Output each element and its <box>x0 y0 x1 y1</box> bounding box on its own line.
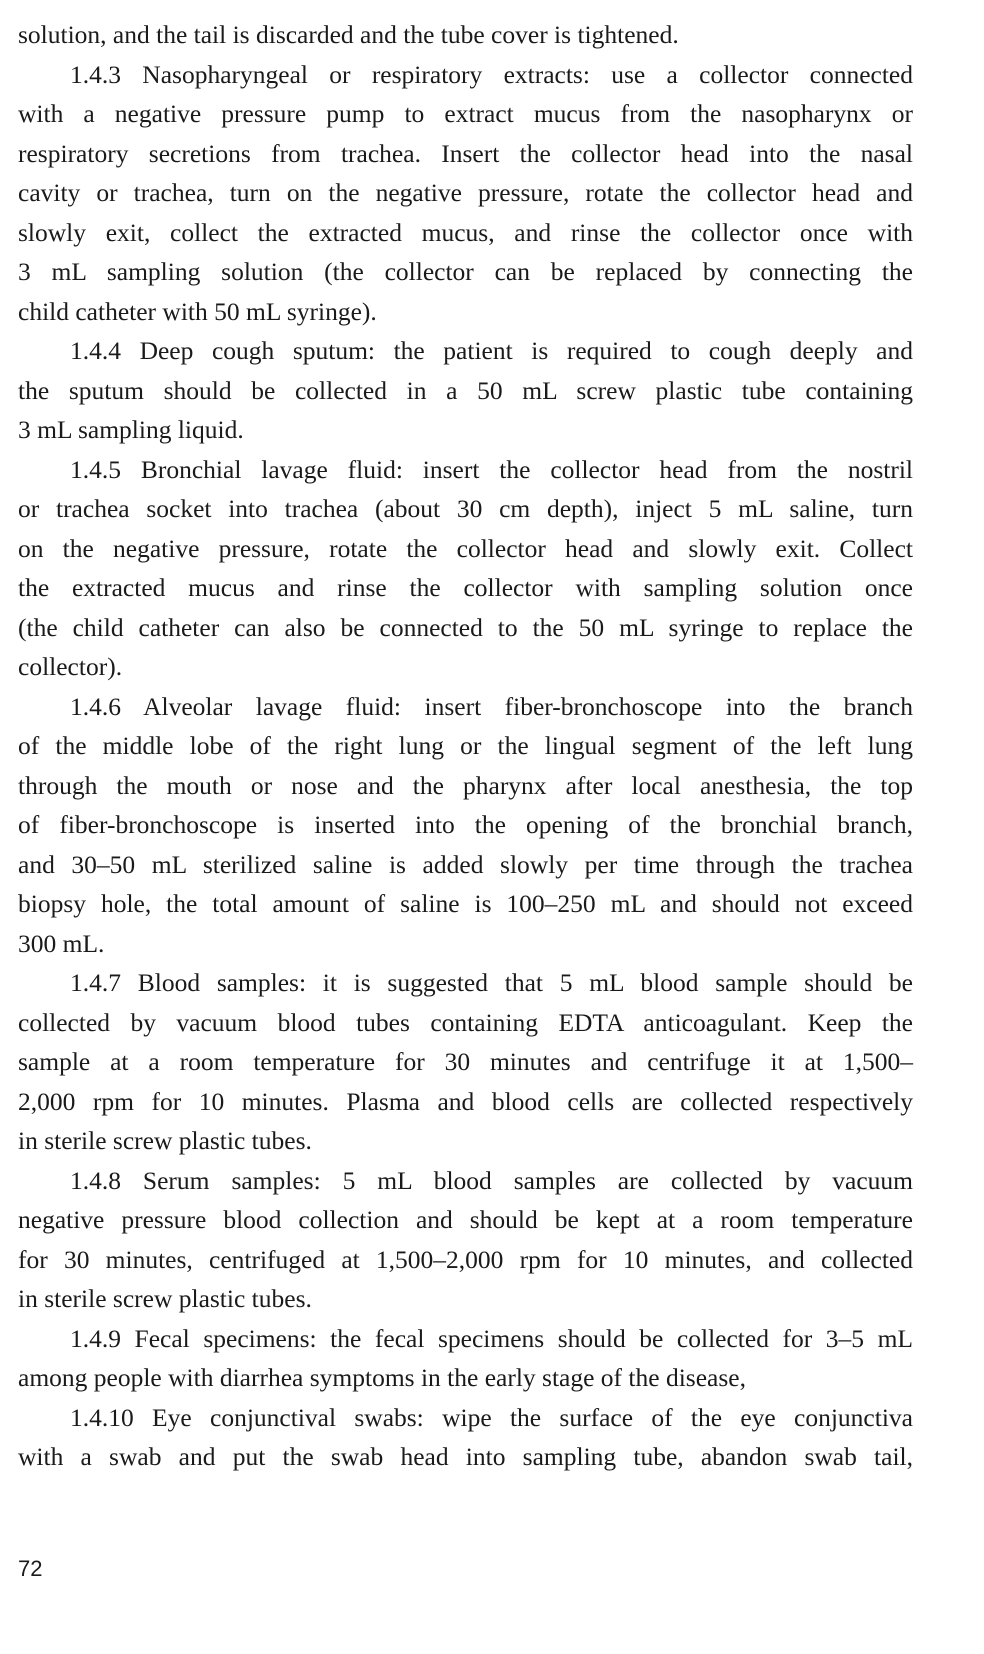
text-line: biopsy hole, the total amount of saline is 100–250 mL and should not exceed <box>18 889 913 918</box>
text-line: slowly exit, collect the extracted mucus, and rinse the collector once with <box>18 217 913 247</box>
paragraph <box>18 15 913 55</box>
text-line: in sterile screw plastic tubes. <box>18 1284 312 1313</box>
paragraph <box>18 331 913 450</box>
text-line: 1.4.7 Blood samples: it is suggested that 5 mL blood sample should be <box>70 968 913 997</box>
text-line: on the negative pressure, rotate the collector head and slowly exit. Collect <box>18 533 913 563</box>
paragraph <box>18 450 913 687</box>
text-line: respiratory secretions from trachea. Insert the collector head into the nasal <box>18 138 913 168</box>
text-line: collected by vacuum blood tubes containing EDTA anticoagulant. Keep the <box>18 1007 913 1037</box>
text-line: with a negative pressure pump to extract mucus from the nasopharynx or <box>18 99 913 128</box>
text-line: 2,000 rpm for 10 minutes. Plasma and blood cells are collected respectively <box>18 1086 913 1116</box>
text-line: in sterile screw plastic tubes. <box>18 1126 312 1155</box>
text-line: negative pressure blood collection and should be kept at a room temperature <box>18 1205 913 1234</box>
text-line: of fiber-bronchoscope is inserted into the opening of the bronchial branch, <box>18 810 913 839</box>
paragraph <box>18 963 913 1161</box>
text-line: 3 mL sampling liquid. <box>18 415 244 444</box>
text-line: 1.4.4 Deep cough sputum: the patient is required to cough deeply and <box>70 336 913 365</box>
text-line: 1.4.6 Alveolar lavage fluid: insert fiber-bronchoscope into the branch <box>70 691 913 721</box>
text-line: 1.4.10 Eye conjunctival swabs: wipe the surface of the eye conjunctiva <box>70 1402 913 1432</box>
text-line: solution, and the tail is discarded and the tube cover is tightened. <box>18 20 679 49</box>
text-line: the extracted mucus and rinse the collector with sampling solution once <box>18 573 913 602</box>
text-line: child catheter with 50 mL syringe). <box>18 296 377 326</box>
text-line: among people with diarrhea symptoms in the early stage of the disease, <box>18 1363 746 1392</box>
text-line: 1.4.9 Fecal specimens: the fecal specimens should be collected for 3–5 mL <box>70 1323 913 1353</box>
page-number: 72 <box>18 1556 43 1581</box>
text-line: 1.4.5 Bronchial lavage fluid: insert the collector head from the nostril <box>70 454 913 484</box>
body-text <box>18 15 913 1477</box>
text-line: or trachea socket into trachea (about 30 cm depth), inject 5 mL saline, turn <box>18 494 913 523</box>
paragraph <box>18 55 913 332</box>
text-line: with a swab and put the swab head into sampling tube, abandon swab tail, <box>18 1442 913 1471</box>
text-line: 300 mL. <box>18 928 105 958</box>
text-line: 3 mL sampling solution (the collector can be replaced by connecting the <box>18 257 913 286</box>
paragraph <box>18 687 913 964</box>
text-line: the sputum should be collected in a 50 mL screw plastic tube containing <box>18 375 913 405</box>
text-line: cavity or trachea, turn on the negative pressure, rotate the collector head and <box>18 178 913 207</box>
text-line: 1.4.8 Serum samples: 5 mL blood samples are collected by vacuum <box>70 1165 913 1195</box>
paragraph <box>18 1161 913 1319</box>
text-line: for 30 minutes, centrifuged at 1,500–2,000 rpm for 10 minutes, and collected <box>18 1244 913 1274</box>
text-line: of the middle lobe of the right lung or the lingual segment of the left lung <box>18 731 913 760</box>
text-line: and 30–50 mL sterilized saline is added slowly per time through the trachea <box>18 849 913 879</box>
paragraph <box>18 1398 913 1477</box>
text-line: 1.4.3 Nasopharyngeal or respiratory extracts: use a collector connected <box>70 59 913 89</box>
paragraph <box>18 1319 913 1398</box>
text-line: through the mouth or nose and the pharynx after local anesthesia, the top <box>18 770 913 800</box>
text-line: sample at a room temperature for 30 minutes and centrifuge it at 1,500– <box>18 1047 913 1076</box>
text-line: (the child catheter can also be connected to the 50 mL syringe to replace the <box>18 612 913 642</box>
text-line: collector). <box>18 652 123 681</box>
